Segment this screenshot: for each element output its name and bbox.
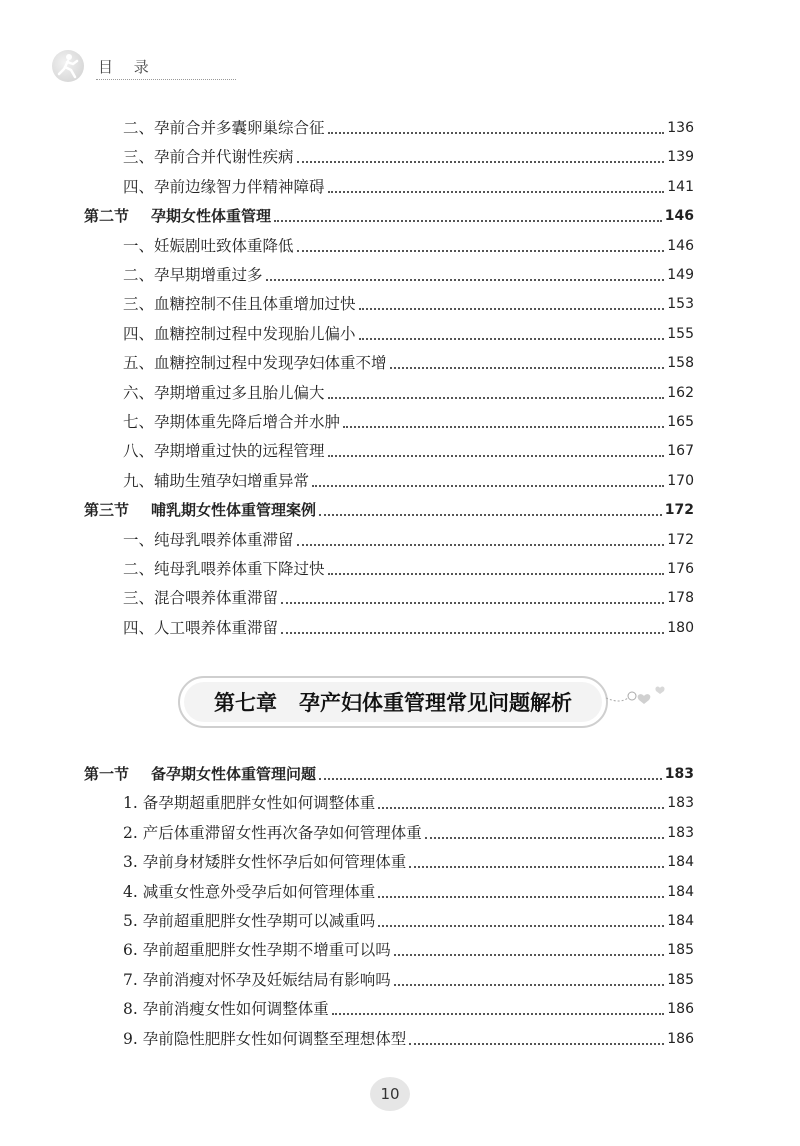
toc-page-number: 184: [667, 854, 694, 871]
running-header: [52, 48, 192, 84]
toc-leader-dots: [328, 397, 665, 399]
toc-section-title: 孕期女性体重管理: [151, 207, 272, 226]
toc-entry-title: 5. 孕前超重肥胖女性孕期可以减重吗: [123, 912, 376, 930]
toc-page-number: 167: [667, 443, 694, 460]
toc-leader-dots: [274, 220, 662, 222]
toc-entry-title: 6. 孕前超重肥胖女性孕期不增重可以吗: [123, 941, 391, 960]
toc-page-number: 184: [667, 913, 694, 929]
toc-entry[interactable]: [123, 846, 694, 872]
toc-page-number: 172: [664, 502, 694, 519]
toc-leader-dots: [378, 896, 664, 898]
toc-page-number: 141: [667, 178, 694, 195]
toc-entry-title: 9. 孕前隐性肥胖女性如何调整至理想体型: [123, 1029, 407, 1048]
toc-leader-dots: [328, 455, 665, 457]
toc-entry[interactable]: [123, 553, 694, 579]
toc-page-number: 184: [667, 883, 694, 900]
toc-page-number: 165: [667, 414, 694, 430]
hearts-decoration-icon: [606, 680, 676, 710]
toc-leader-dots: [328, 191, 665, 193]
toc-page-number: 172: [667, 531, 694, 548]
toc-leader-dots: [359, 338, 665, 340]
toc-page-number: 146: [664, 208, 694, 225]
toc-entry[interactable]: [123, 876, 694, 902]
toc-entry[interactable]: [123, 435, 694, 461]
toc-entry-title: 八、孕期增重过快的远程管理: [123, 442, 325, 461]
toc-entry-title: [84, 500, 316, 520]
toc-entry-title: 二、孕前合并多囊卵巢综合征: [123, 119, 325, 137]
toc-entry-title: 二、纯母乳喂养体重下降过快: [123, 560, 325, 578]
toc-leader-dots: [297, 544, 665, 546]
toc-page-number: 185: [667, 942, 694, 959]
toc-entry-title: 六、孕期增重过多且胎儿偏大: [123, 383, 325, 402]
toc-leader-dots: [297, 250, 665, 252]
page-number: 10: [370, 1077, 410, 1111]
toc-entry[interactable]: [123, 318, 694, 344]
chapter-number: 第七章: [214, 691, 277, 715]
toc-page-number: 139: [667, 149, 694, 166]
toc-entry-title: 7. 孕前消瘦对怀孕及妊娠结局有影响吗: [123, 970, 391, 989]
toc-section-entry[interactable]: [84, 758, 694, 784]
toc-page-number: 158: [667, 355, 694, 372]
toc-page-number: 178: [667, 590, 694, 607]
toc-page-number: 149: [667, 267, 694, 283]
toc-entry-title: 五、血糖控制过程中发现孕妇体重不增: [123, 354, 387, 373]
toc-leader-dots: [319, 514, 662, 516]
toc-entry[interactable]: [123, 905, 694, 931]
toc-leader-dots: [409, 1043, 664, 1045]
toc-leader-dots: [281, 632, 664, 634]
toc-entry-title: 一、纯母乳喂养体重滞留: [123, 530, 294, 549]
toc-leader-dots: [343, 426, 664, 428]
toc-entry[interactable]: [123, 377, 694, 403]
toc-leader-dots: [319, 778, 662, 780]
header-divider: [96, 79, 236, 80]
toc-entry[interactable]: [123, 112, 694, 138]
toc-entry-title: 九、辅助生殖孕妇增重异常: [123, 471, 310, 490]
toc-entry[interactable]: [123, 141, 694, 167]
toc-leader-dots: [390, 367, 665, 369]
toc-page-number: 186: [667, 1001, 694, 1018]
toc-page-number: 183: [667, 795, 694, 812]
toc-page-number: 186: [667, 1030, 694, 1047]
toc-page-number: 183: [664, 766, 694, 782]
chapter-heading: [178, 676, 608, 728]
toc-section-entry[interactable]: [84, 494, 694, 520]
toc-leader-dots: [394, 984, 665, 986]
toc-page-number: 136: [667, 120, 694, 136]
toc-entry[interactable]: [123, 288, 694, 314]
toc-entry-title: 一、妊娠剧吐致体重降低: [123, 236, 294, 255]
toc-entry[interactable]: [123, 1023, 694, 1049]
toc-page-number: 170: [667, 472, 694, 489]
toc-section-number: 第二节: [84, 207, 130, 226]
toc-entry-title: 1. 备孕期超重肥胖女性如何调整体重: [123, 794, 376, 813]
header-title: 目 录: [98, 58, 157, 76]
toc-page-number: 180: [667, 619, 694, 636]
toc-leader-dots: [297, 161, 665, 163]
toc-leader-dots: [332, 1013, 665, 1015]
toc-entry[interactable]: [123, 406, 694, 432]
toc-leader-dots: [266, 279, 665, 281]
toc-section-number: 第一节: [84, 765, 130, 783]
toc-entry[interactable]: [123, 934, 694, 960]
runner-logo-icon: [52, 50, 84, 82]
toc-leader-dots: [359, 308, 665, 310]
toc-page-number: 176: [667, 561, 694, 577]
chapter-title: 孕产妇体重管理常见问题解析: [299, 691, 572, 715]
toc-leader-dots: [378, 807, 664, 809]
toc-entry[interactable]: [123, 612, 694, 638]
toc-entry-title: 四、血糖控制过程中发现胎儿偏小: [123, 324, 356, 343]
toc-entry[interactable]: [123, 259, 694, 285]
toc-leader-dots: [425, 837, 665, 839]
toc-entry[interactable]: [123, 230, 694, 256]
toc-section-title: 哺乳期女性体重管理案例: [151, 501, 317, 520]
toc-page-number: 155: [667, 325, 694, 342]
toc-leader-dots: [394, 954, 665, 956]
toc-entry-title: 8. 孕前消瘦女性如何调整体重: [123, 1000, 329, 1019]
toc-entry[interactable]: [123, 171, 694, 197]
toc-entry-title: 四、人工喂养体重滞留: [123, 618, 279, 637]
toc-page-number: 185: [667, 971, 694, 988]
toc-page-number: 183: [667, 824, 694, 841]
toc-leader-dots: [378, 925, 664, 927]
toc-page-number: 153: [667, 296, 694, 313]
toc-entry-title: 三、混合喂养体重滞留: [123, 589, 279, 608]
toc-entry-title: [84, 206, 271, 226]
toc-leader-dots: [328, 573, 665, 575]
toc-entry-title: 三、孕前合并代谢性疾病: [123, 148, 294, 167]
toc-leader-dots: [409, 866, 664, 868]
toc-section-title: 备孕期女性体重管理问题: [151, 765, 317, 783]
toc-leader-dots: [328, 132, 665, 134]
toc-entry-title: [84, 764, 316, 784]
toc-entry-title: 2. 产后体重滞留女性再次备孕如何管理体重: [123, 823, 422, 842]
toc-entry[interactable]: [123, 582, 694, 608]
toc-entry[interactable]: [123, 964, 694, 990]
toc-section-number: 第三节: [84, 501, 130, 520]
toc-entry[interactable]: [123, 465, 694, 491]
toc-page-number: 146: [667, 237, 694, 254]
toc-entry[interactable]: [123, 787, 694, 813]
toc-entry-title: 二、孕早期增重过多: [123, 266, 263, 284]
toc-leader-dots: [281, 602, 664, 604]
toc-entry-title: 3. 孕前身材矮胖女性怀孕后如何管理体重: [123, 853, 407, 872]
toc-entry-title: 三、血糖控制不佳且体重增加过快: [123, 295, 356, 314]
toc-entry-title: 四、孕前边缘智力伴精神障碍: [123, 177, 325, 196]
toc-entry[interactable]: [123, 993, 694, 1019]
toc-entry[interactable]: [123, 347, 694, 373]
toc-entry[interactable]: [123, 524, 694, 550]
toc-entry[interactable]: [123, 817, 694, 843]
toc-leader-dots: [312, 485, 664, 487]
toc-page-number: 162: [667, 384, 694, 401]
toc-entry-title: 七、孕期体重先降后增合并水肿: [123, 413, 341, 431]
toc-section-entry[interactable]: [84, 200, 694, 226]
toc-entry-title: 4. 减重女性意外受孕后如何管理体重: [123, 882, 376, 901]
